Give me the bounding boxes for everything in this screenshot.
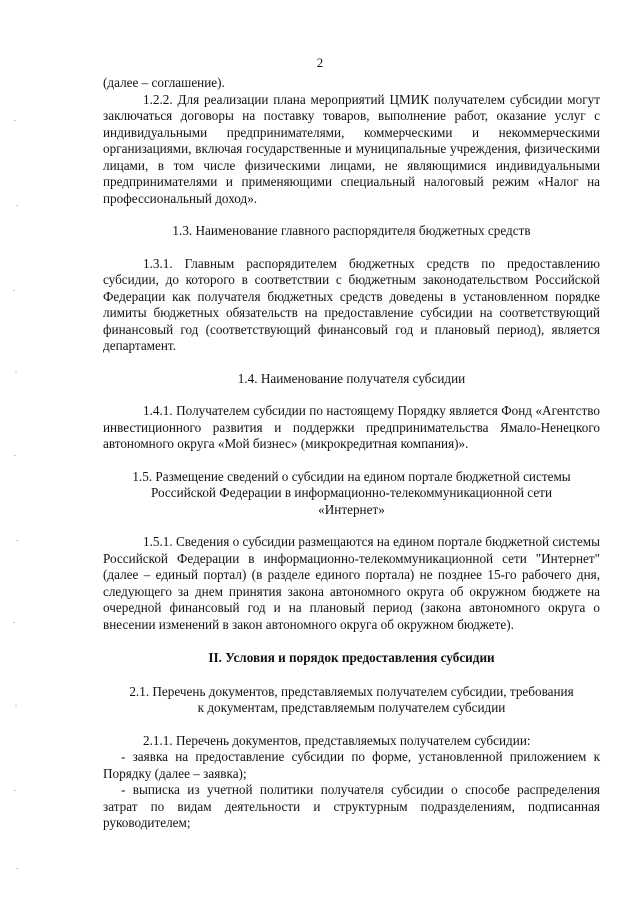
heading-1-3: 1.3. Наименование главного распорядителя бюджетных средств xyxy=(172,223,531,238)
list-item-application: - заявка на предоставление субсидии по форме, установленной приложением к Порядку (далее – заявка); xyxy=(103,749,600,781)
heading-1-5-line: 1.5. Размещение сведений о субсидии на едином портале бюджетной системы xyxy=(132,468,571,484)
paragraph-1-2-2: 1.2.2. Для реализации плана мероприятий ЦМИК получателем субсидии могут заключаться договоры на поставку товаров, выполнение работ, оказание услуг с индивидуальными предпринимателями, коммерческими и некоммерческими организациями, включая государственные и муниципальные учреждения, физическими лицами, в том числе физическими лицами, не являющимися индивидуальными предпринимателями и применяющими специальный налоговый режим «Налог на профессиональный доход». xyxy=(103,91,600,206)
document-body xyxy=(103,75,600,832)
heading-2-1-line: 2.1. Перечень документов, представляемых получателем субсидии, требования xyxy=(129,683,574,699)
paragraph-1-4-1: 1.4.1. Получателем субсидии по настоящему Порядку является Фонд «Агентство инвестиционного развития и поддержки предпринимательства Ямало-Ненецкого автономного округа «Мой бизнес» (микрокредитная компания)». xyxy=(103,403,600,451)
page-number: 2 xyxy=(316,55,324,70)
heading-1-5-line: «Интернет» xyxy=(318,501,385,517)
heading-1-4: 1.4. Наименование получателя субсидии xyxy=(237,370,466,386)
list-item-accounting-extract: - выписка из учетной политики получателя субсидии о способе распределения затрат по видам деятельности и структурным подразделениям, подписанная руководителем; xyxy=(103,782,600,830)
heading-2-1-line: к документам, представляемым получателем субсидии xyxy=(197,700,506,715)
section-heading-2: II. Условия и порядок предоставления субсидии xyxy=(208,650,495,665)
paragraph-1-5-1: 1.5.1. Сведения о субсидии размещаются на едином портале бюджетной системы Российской Федерации в информационно-телекоммуникационной сети "Интернет" (далее – единый портал) (в разделе единого портала) не позднее 15-го рабочего дня, следующего за днем принятия закона автономного округа об окружном бюджете на очередной финансовый год и на плановый период (закона автономного округа о внесении изменений в закон автономного округа об окружном бюджете). xyxy=(103,534,600,632)
heading-1-5 xyxy=(103,469,600,519)
scan-margin-marks xyxy=(0,0,22,905)
heading-1-5-line: Российской Федерации в информационно-телекоммуникационной сети xyxy=(151,485,552,500)
paragraph-2-1-1: 2.1.1. Перечень документов, представляемых получателем субсидии: xyxy=(143,732,531,748)
heading-2-1 xyxy=(103,684,600,717)
paragraph-1-3-1: 1.3.1. Главным распорядителем бюджетных средств по предоставлению субсидии, до которого в соответствии с бюджетным законодательством Российской Федерации как получателя бюджетных средств доведены в установленном порядке лимиты бюджетных обязательств на предоставление субсидии на соответствующий финансовый год (соответствующий финансовый год и плановый период), является департамент. xyxy=(103,255,600,353)
paragraph-continuation: (далее – соглашение). xyxy=(103,75,225,90)
